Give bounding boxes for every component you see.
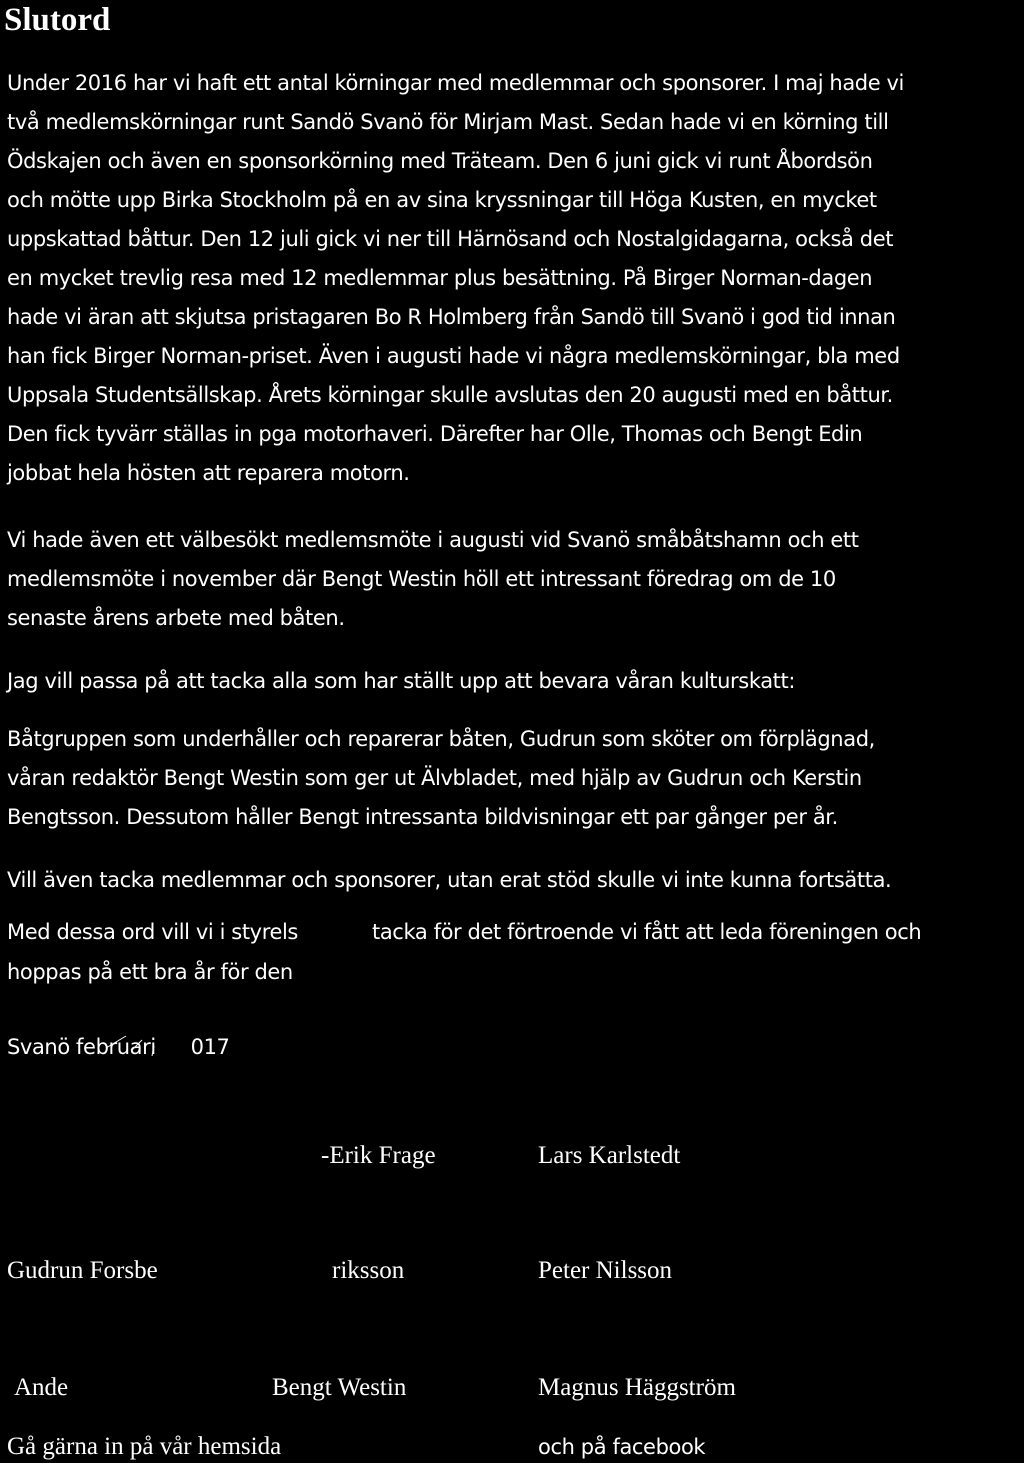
text-line: Uppsala Studentsällskap. Årets körningar skulle avslutas den 20 augusti med en båttur.: [7, 383, 893, 407]
signature-name: Magnus Häggström: [538, 1374, 736, 1401]
text-line: uppskattad båttur. Den 12 juli gick vi ner till Härnösand och Nostalgidagarna, också det: [7, 227, 894, 251]
text-line: hade vi äran att skjutsa pristagaren Bo R Holmberg från Sandö till Svanö i god tid innan: [7, 305, 896, 329]
signature-name: Ande: [14, 1374, 69, 1401]
text-line: Den fick tyvärr ställas in pga motorhaveri. Därefter har Olle, Thomas och Bengt Edin: [7, 422, 863, 446]
closing-line1-left: Med dessa ord vill vi i styrels: [7, 920, 298, 944]
text-line: han fick Birger Norman-priset. Även i augusti hade vi några medlemskörningar, bla med: [7, 344, 900, 368]
text-line: medlemsmöte i november där Bengt Westin höll ett intressant föredrag om de 10: [7, 567, 836, 591]
signature-name: Bengt Westin: [272, 1374, 407, 1401]
footer-website-text: Gå gärna in på vår hemsida: [7, 1433, 282, 1460]
signature-name: Peter Nilsson: [538, 1257, 673, 1284]
signature-name: -Erik Frage: [321, 1142, 436, 1169]
text-line: Bengtsson. Dessutom håller Bengt intressanta bildvisningar ett par gånger per år.: [7, 805, 838, 829]
paragraph-thanks-groups: [7, 720, 875, 837]
text-line: Vill även tacka medlemmar och sponsorer, utan erat stöd skulle vi inte kunna fortsätta.: [7, 868, 892, 892]
text-line: Jag vill passa på att tacka alla som har ställt upp att bevara våran kulturskatt:: [7, 669, 796, 693]
paragraph-thanks-intro: [7, 662, 795, 701]
paragraph-activities: [7, 64, 904, 493]
footer-facebook-text: och på facebook: [538, 1435, 706, 1459]
closing-line1-right: tacka för det förtroende vi fått att leda föreningen och: [372, 920, 922, 944]
text-line: Båtgruppen som underhåller och reparerar båten, Gudrun som sköter om förplägnad,: [7, 727, 875, 751]
text-line: två medlemskörningar runt Sandö Svanö för Mirjam Mast. Sedan hade vi en körning till: [7, 110, 889, 134]
text-line: en mycket trevlig resa med 12 medlemmar plus besättning. På Birger Norman-dagen: [7, 266, 873, 290]
signature-name: riksson: [332, 1257, 405, 1284]
signature-name: Gudrun Forsbe: [7, 1257, 158, 1284]
text-line: Under 2016 har vi haft ett antal körningar med medlemmar och sponsorer. I maj hade vi: [7, 71, 904, 95]
paragraph-thanks-members: [7, 861, 891, 900]
text-line: senaste årens arbete med båten.: [7, 606, 345, 630]
date-year: 017: [190, 1035, 230, 1059]
date-line: [7, 1024, 230, 1059]
closing-line2: hoppas på ett bra år för den: [7, 960, 293, 984]
date-place-month: Svanö februari: [7, 1035, 156, 1059]
text-line: jobbat hela hösten att reparera motorn.: [7, 461, 410, 485]
signature-name: Lars Karlstedt: [538, 1142, 681, 1169]
paragraph-meetings: [7, 521, 859, 638]
text-line: och mötte upp Birka Stockholm på en av sina kryssningar till Höga Kusten, en mycket: [7, 188, 877, 212]
page-title: Slutord: [4, 2, 111, 38]
text-line: Vi hade även ett välbesökt medlemsmöte i augusti vid Svanö småbåtshamn och ett: [7, 528, 859, 552]
text-line: våran redaktör Bengt Westin som ger ut Älvbladet, med hjälp av Gudrun och Kerstin: [7, 766, 862, 790]
text-line: Ödskajen och även en sponsorkörning med Träteam. Den 6 juni gick vi runt Åbordsön: [7, 149, 873, 173]
